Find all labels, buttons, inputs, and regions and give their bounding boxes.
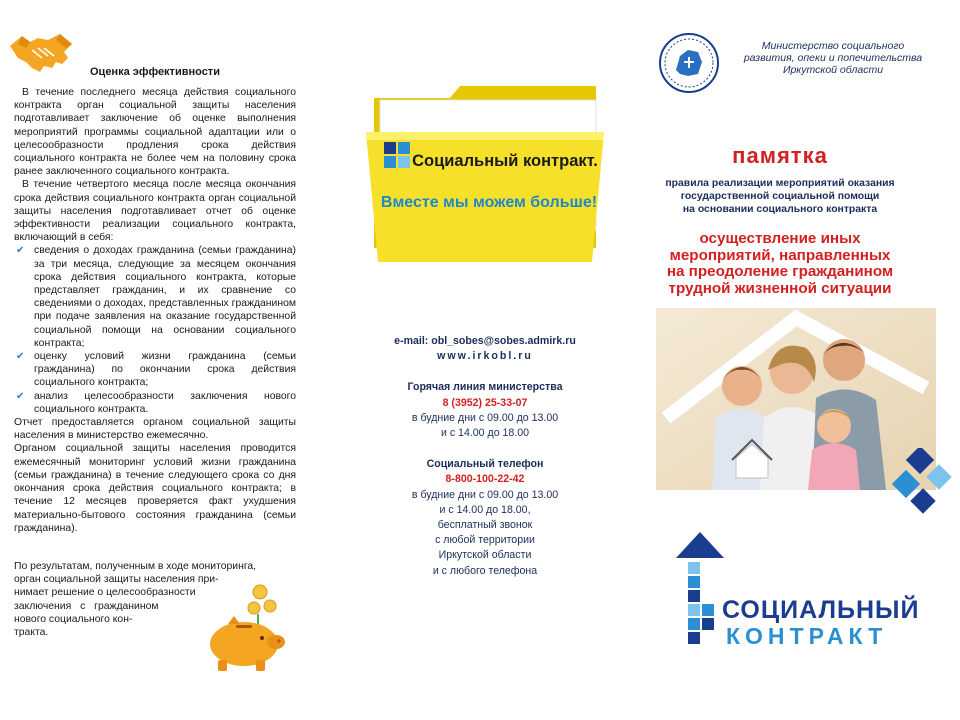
memo-subtitle: правила реализации мероприятий оказания государственной социальной помощи на основании социального контракта [665, 178, 895, 215]
check-icon: ✔ [16, 390, 25, 402]
ministry-emblem-icon [658, 32, 720, 94]
list-item: ✔ оценку условий жизни гражданина (семьи гражданина) по окончании срока действия социального контракта; [16, 351, 296, 389]
checklist [14, 244, 296, 416]
social-phone-info: и с 14.00 до 18.00, [439, 503, 531, 516]
paragraph: В течение последнего месяца действия социального контракта орган социальной защиты населения подготавливает заключение об оценке выполнения мероприятий программы социальной адаптации или о целесообразности продления срока действия социального контракта не более чем на половину срока ранее заключенного социального контракта. [14, 87, 296, 178]
social-phone-title: Социальный телефон [426, 458, 544, 471]
folder-illustration [360, 78, 610, 266]
email-link[interactable]: e-mail: obl_sobes@sobes.admirk.ru [394, 335, 576, 347]
paragraph: Отчет предоставляется органом социальной защиты населения в министерство ежемесячно. [14, 417, 296, 442]
hotline-hours: в будние дни с 09.00 до 13.00 [411, 411, 559, 424]
check-icon: ✔ [16, 351, 25, 363]
memo-title: памятка [732, 143, 828, 168]
list-item: ✔ анализ целесообразности заключения нового социального контракта. [16, 390, 296, 415]
hotline-title: Горячая линия министерства [407, 381, 563, 394]
hotline-hours: и с 14.00 до 18.00 [440, 427, 530, 440]
social-phone-info: Иркутской области [438, 549, 532, 562]
social-phone-info: и с любого телефона [432, 564, 538, 577]
paragraph: В течение четвертого месяца после месяца окончания срока действия социального контракта орган социальной защиты населения подготавливает отчет об оценке эффективности реализации социального контракта, включающий в себя: [14, 179, 296, 244]
left-tail-text: По результатам, полученным в ходе мониторинга, орган социальной защиты населения при- нимает решение о целесообразности заключения с гражданином нового социального кон- тракта. [14, 561, 257, 639]
check-icon: ✔ [16, 245, 25, 257]
list-item: ✔ сведения о доходах гражданина (семьи гражданина) за три месяца, следующие за месяцем окончания срока действия социального контракта, которые представляет гражданин, и их сравнение со сведениями о доходах, представленных гражданином при подаче заявления на оказание государственной социальной помощи на основании социального контракта; [16, 245, 296, 349]
social-phone-info: с любой территории [435, 534, 535, 547]
social-phone-info: бесплатный звонок [437, 519, 533, 532]
piggy-bank-icon [200, 580, 290, 675]
ministry-name: Министерство социального развития, опеки и попечительства Иркутской области [743, 40, 923, 76]
section-title-efficiency: Оценка эффективности [90, 66, 220, 78]
website-link[interactable]: www.irkobl.ru [437, 350, 533, 363]
logo-text-social: СОЦИАЛЬНЫЙ [722, 596, 920, 624]
logo-text-contract: КОНТРАКТ [726, 623, 888, 649]
hotline-phone[interactable]: 8 (3952) 25-33-07 [442, 396, 528, 409]
social-phone-info: в будние дни с 09.00 до 13.00 [411, 488, 559, 501]
social-phone[interactable]: 8-800-100-22-42 [445, 473, 525, 486]
folder-title: Социальный контракт. [412, 152, 598, 170]
memo-headline: осуществление иных мероприятий, направленных на преодоление гражданином трудной жизненной ситуации [666, 230, 894, 297]
folder-slogan: Вместе мы можем больше! [380, 194, 598, 211]
handshake-icon [8, 28, 74, 78]
paragraph: Органом социальной защиты населения проводится ежемесячный мониторинг условий жизни гражданина (семьи гражданина) в течение следующего срока со дня окончания срока действия социального контракта; в течение 12 месяцев проверяется факт ухудшения материально-бытового состояния гражданина (семьи гражданина). [14, 443, 296, 534]
social-contract-logo-icon [672, 528, 728, 650]
left-body-text [14, 86, 296, 535]
contacts-block [360, 334, 610, 579]
decorative-diamonds [876, 448, 956, 520]
